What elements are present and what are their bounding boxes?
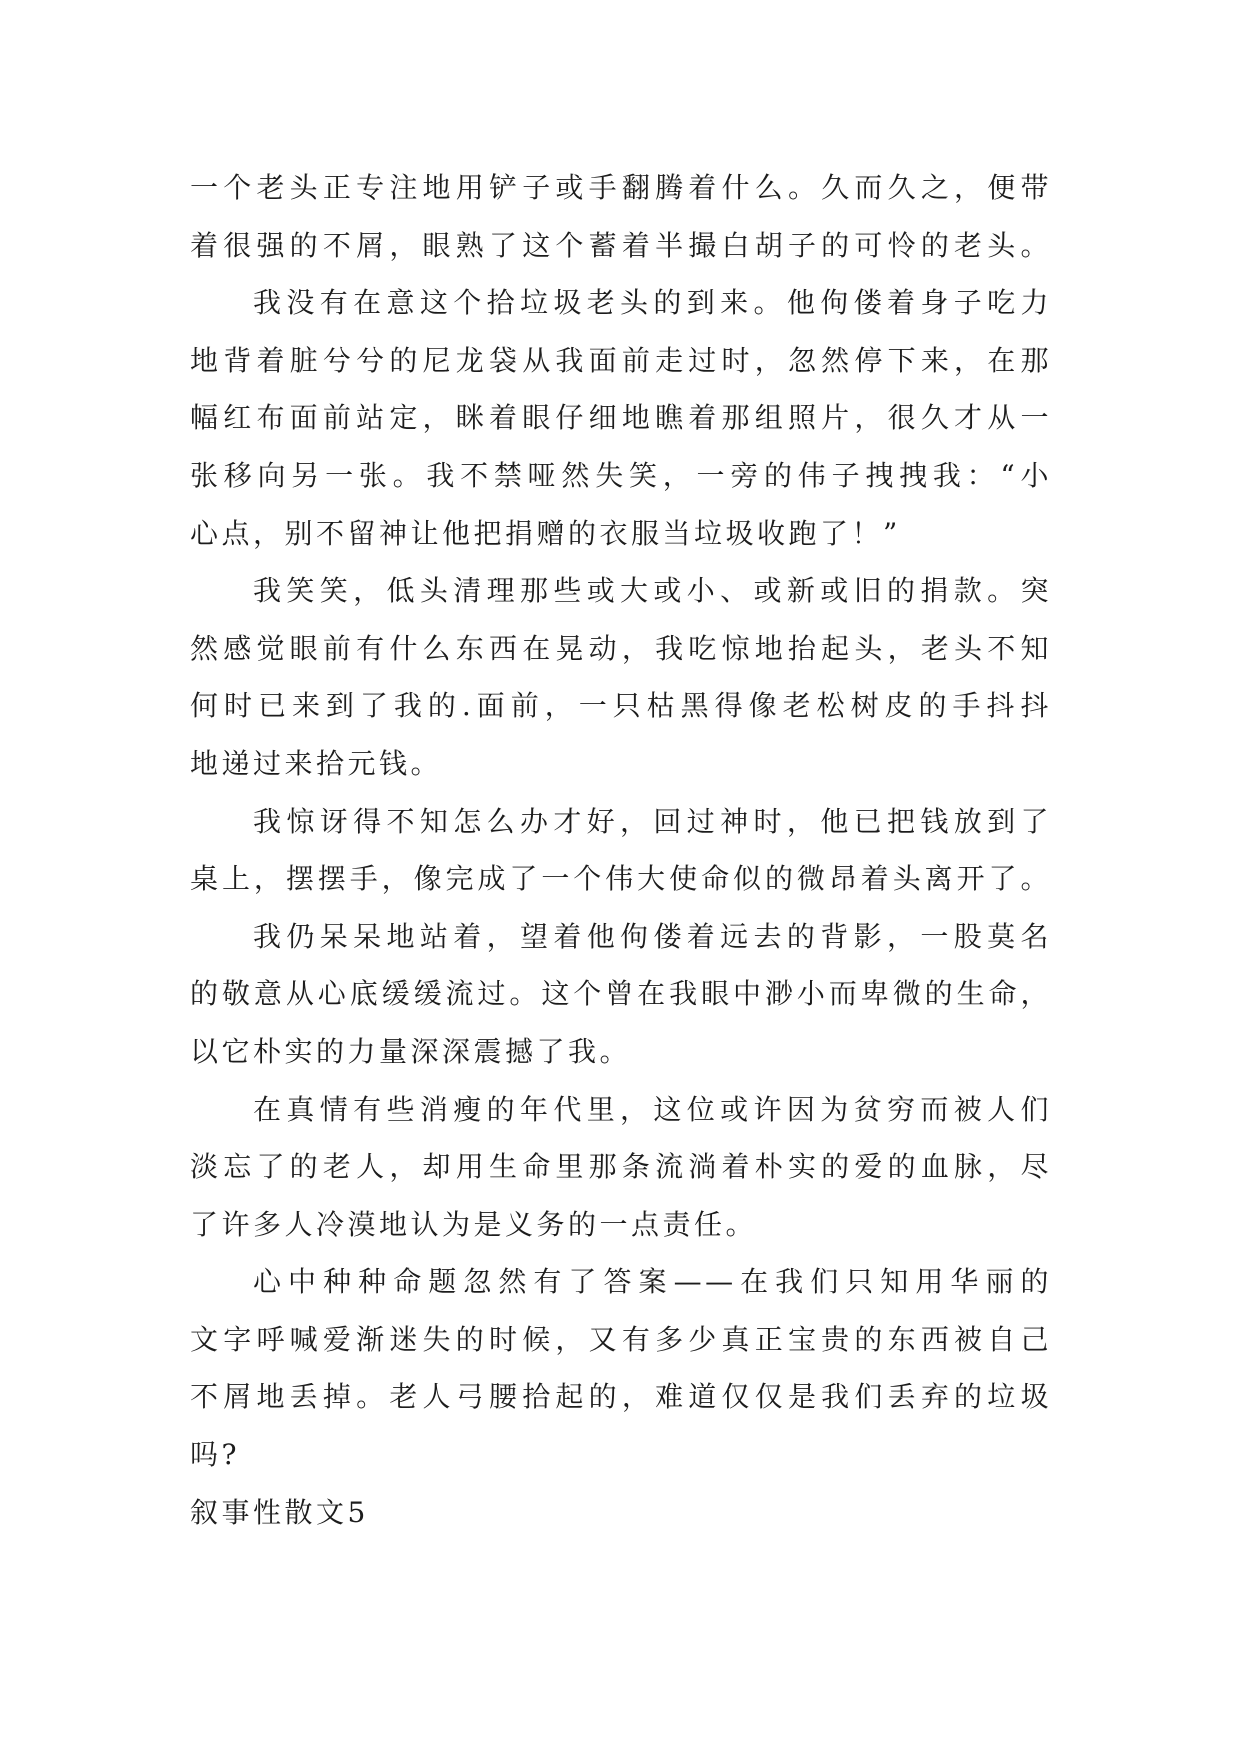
text-line: 以它朴实的力量深深震撼了我。 [190,1034,632,1068]
text-line: 何时已来到了我的.面前，一只枯黑得像老松树皮的手抖抖 [190,689,1052,723]
paragraph [190,908,1052,1081]
text-line: 我惊讶得不知怎么办才好，回过神时，他已把钱放到了 [253,804,1052,838]
text-line: 地背着脏兮兮的尼龙袋从我面前走过时，忽然停下来，在那 [190,343,1052,377]
text-line: 在真情有些消瘦的年代里，这位或许因为贫穷而被人们 [253,1092,1052,1126]
text-line: 幅红布面前站定，眯着眼仔细地瞧着那组照片，很久才从一 [190,401,1052,435]
text-line: 我没有在意这个拾垃圾老头的到来。他佝偻着身子吃力 [253,286,1052,320]
paragraph [190,793,1052,908]
text-line: 然感觉眼前有什么东西在晃动，我吃惊地抬起头，老头不知 [190,631,1052,665]
text-line: 的敬意从心底缓缓流过。这个曾在我眼中渺小而卑微的生命， [190,977,1052,1011]
text-line: 桌上，摆摆手，像完成了一个伟大使命似的微昂着头离开了。 [190,862,1052,896]
text-line: 我仍呆呆地站着，望着他佝偻着远去的背影，一股莫名 [253,919,1052,953]
paragraph [190,1253,1052,1483]
text-line: 着很强的不屑，眼熟了这个蓄着半撮白胡子的可怜的老头。 [190,228,1052,262]
text-line: 了许多人冷漠地认为是义务的一点责任。 [190,1207,758,1241]
text-line: 吗? [190,1438,241,1472]
paragraph [190,274,1052,562]
text-line: 张移向另一张。我不禁哑然失笑，一旁的伟子拽拽我：“小 [190,458,1052,492]
paragraph [190,562,1052,792]
text-line: 心点，别不留神让他把捐赠的衣服当垃圾收跑了！” [190,516,901,550]
text-line: 淡忘了的老人，却用生命里那条流淌着朴实的爱的血脉，尽 [190,1150,1052,1184]
text-line: 心中种种命题忽然有了答案——在我们只知用华丽的 [253,1265,1052,1299]
paragraph [190,159,1052,274]
text-line: 不屑地丢掉。老人弓腰拾起的，难道仅仅是我们丢弃的垃圾 [190,1380,1052,1414]
text-line: 一个老头正专注地用铲子或手翻腾着什么。久而久之，便带 [190,171,1052,204]
paragraph [190,1081,1052,1254]
section-heading: 叙事性散文5 [190,1495,369,1529]
text-line: 我笑笑，低头清理那些或大或小、或新或旧的捐款。突 [253,574,1052,608]
text-line: 地递过来拾元钱。 [190,746,443,780]
text-line: 文字呼喊爱渐迷失的时候，又有多少真正宝贵的东西被自己 [190,1322,1052,1356]
document-body [190,159,1052,1541]
